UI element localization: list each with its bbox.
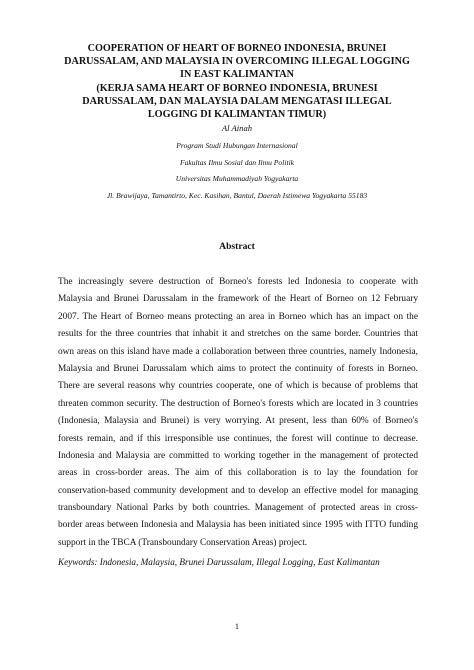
abstract-line: Indonesia and Malaysia are committed to working together in the management of protected (58, 450, 418, 461)
title-line: COOPERATION OF HEART OF BORNEO INDONESIA, BRUNEI (87, 43, 387, 54)
abstract-line: (Indonesia, Malaysia and Brunei) is very worrying. At present, less than 60% of Borneo's (58, 416, 418, 427)
abstract-heading: Abstract (219, 241, 255, 252)
title-line: IN EAST KALIMANTAN (180, 69, 294, 81)
abstract-line: transboundary National Parks by both countries. Management of protected areas in cross- (58, 503, 418, 514)
abstract-line: results for the three countries that inhabit it and stretches on the same border. Countries that (58, 329, 418, 340)
title-line: LOGGING DI KALIMANTAN TIMUR) (147, 109, 327, 121)
author-name: Al Ainah (221, 123, 253, 133)
title-line: DARUSSALAM, AND MALAYSIA IN OVERCOMING ILLEGAL LOGGING (64, 56, 410, 68)
abstract-body (58, 274, 418, 552)
abstract-line: threaten common security. The destruction of Borneo's forests which are located in 3 countries (58, 398, 418, 409)
title-line: (KERJA SAMA HEART OF BORNEO INDONESIA, BRUNESI (96, 82, 378, 94)
abstract-line: Malaysia and Brunei Darussalam which aims to protect the continuity of forests in Borneo. (58, 363, 418, 374)
abstract-line: forests remain, and if this irresponsible use continues, the forest will continue to decrease. (58, 433, 418, 444)
affiliation-address: Jl. Brawijaya, Tamantirto, Kec. Kasihan, Bantul, Daerah Istimewa Yogyakarta 55183 (106, 191, 368, 200)
keywords: Keywords: Indonesia, Malaysia, Brunei Darussalam, Illegal Logging, East Kalimantan (58, 557, 380, 567)
page-number: 1 (234, 622, 240, 631)
title-line: DARUSSALAM, DAN MALAYSIA DALAM MENGATASI ILLEGAL (82, 95, 392, 107)
affiliation-program: Program Studi Hubungan Internasional (176, 141, 298, 150)
abstract-line: There are several reasons why countries cooperate, one of which is because of problems that (58, 381, 418, 392)
abstract-line: conservation-based community development and to develop an effective model for managing (58, 485, 418, 496)
abstract-line: areas in cross-border areas. The aim of this collaboration is to lay the foundation for (58, 468, 418, 479)
affiliation-faculty: Fakultas Ilmu Sosial dan Ilmu Politik (179, 158, 295, 167)
abstract-line: The increasingly severe destruction of Borneo's forests led Indonesia to cooperate with (58, 277, 418, 287)
abstract-line: own areas on this island have made a collaboration between three countries, namely Indonesia, (58, 346, 418, 357)
abstract-line: border areas between Indonesia and Malaysia has been initiated since 1995 with ITTO funding (58, 520, 418, 531)
abstract-line: support in the TBCA (Transboundary Conservation Areas) project. (58, 537, 308, 548)
affiliation-university: Universitas Muhammadiyah Yogyakarta (175, 174, 299, 183)
abstract-line: Malaysia and Brunei Darussalam in the framework of the Heart of Borneo on 12 February (58, 294, 418, 305)
paper-title (40, 42, 434, 121)
abstract-line: 2007. The Heart of Borneo means protecting an area in Borneo which has an impact on the (58, 311, 418, 322)
